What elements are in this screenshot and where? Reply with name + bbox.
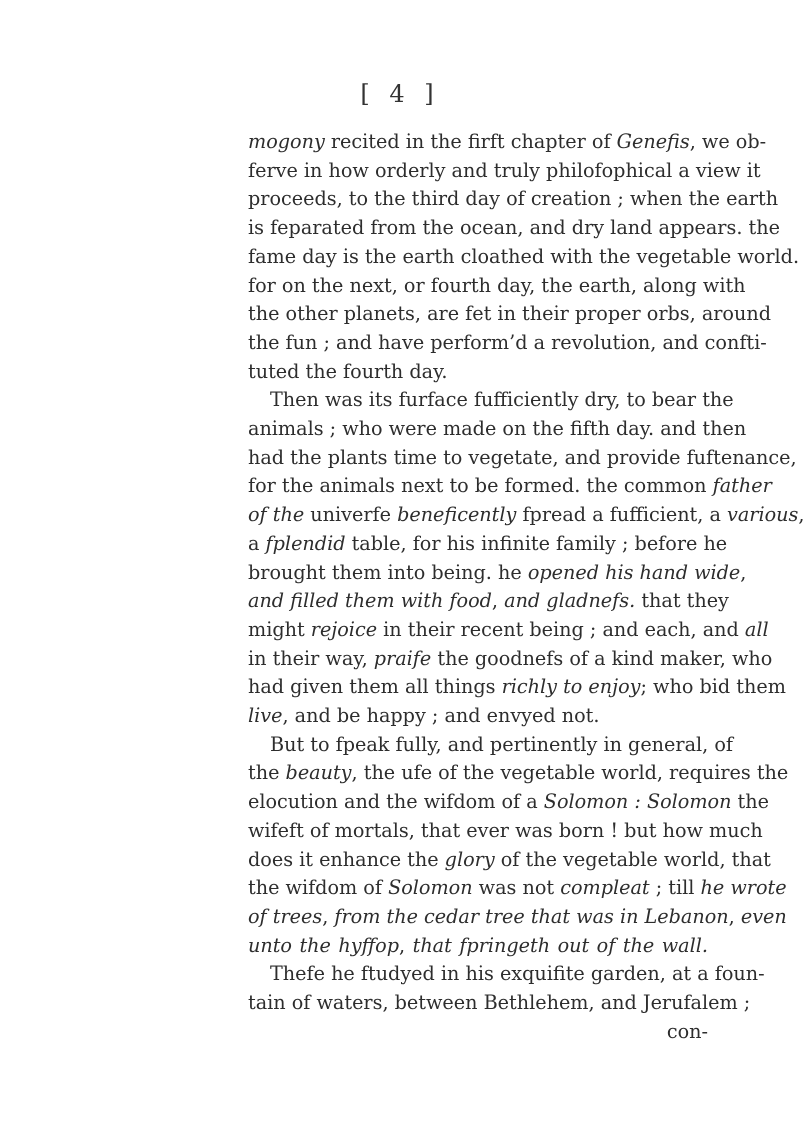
text-run: wifeft of mortals, that ever was born ! but how much xyxy=(248,818,763,842)
text-run: con- xyxy=(666,1019,708,1043)
text-line xyxy=(248,530,728,559)
text-line xyxy=(248,587,729,616)
italic-phrase: beneficently xyxy=(397,503,517,527)
text-line xyxy=(248,501,804,530)
text-run: recited in the firft chapter of xyxy=(324,130,617,153)
text-run: animals ; who were made on the fifth day. and then xyxy=(248,417,747,441)
text-run: But to fpeak fully, and pertinently in general, of xyxy=(270,732,733,756)
text-run: the fun ; and have perform’d a revolution, and confti- xyxy=(248,330,767,354)
italic-phrase: fplendid xyxy=(265,531,346,555)
text-run: fame day is the earth cloathed with the vegetable world. xyxy=(248,244,800,268)
text-run: univerfe xyxy=(304,503,398,527)
text-run: had the plants time to vegetate, and provide fuftenance, xyxy=(248,445,797,469)
text-line xyxy=(248,559,747,588)
italic-phrase: compleat xyxy=(560,876,650,900)
text-line xyxy=(248,731,733,760)
text-line xyxy=(248,989,751,1018)
text-line xyxy=(248,157,761,186)
text-line xyxy=(248,444,797,473)
italic-phrase: that fpringeth out of the wall. xyxy=(412,933,708,957)
text-line xyxy=(248,616,769,645)
italic-phrase: all xyxy=(744,617,769,641)
text-run: a xyxy=(248,531,266,555)
text-line xyxy=(248,472,772,501)
text-line xyxy=(248,932,708,961)
text-run: does it enhance the xyxy=(248,847,445,871)
text-run: had given them all things xyxy=(248,675,502,699)
text-run: that they xyxy=(635,589,729,613)
italic-phrase: of trees xyxy=(248,904,323,928)
italic-phrase: Solomon : Solomon xyxy=(543,790,732,814)
italic-phrase: he wrote xyxy=(700,876,787,900)
text-run: the goodnefs of a kind maker, who xyxy=(431,646,773,670)
text-run: , xyxy=(491,589,505,613)
italic-phrase: of the xyxy=(248,503,305,527)
italic-phrase: mogony xyxy=(248,130,325,153)
italic-phrase: Genefis xyxy=(616,130,690,153)
text-line xyxy=(248,759,789,788)
text-run: , we ob- xyxy=(689,130,767,153)
text-run: for the animals next to be formed. the common xyxy=(248,474,713,498)
text-run: tain of waters, between Bethlehem, and Jerufalem ; xyxy=(248,991,751,1015)
italic-phrase: beauty xyxy=(285,761,352,785)
text-run: , xyxy=(798,503,804,527)
text-run: elocution and the wifdom of a xyxy=(248,790,544,814)
italic-phrase: and gladnefs. xyxy=(504,589,636,613)
text-line xyxy=(248,960,765,989)
italic-phrase: and filled them with food xyxy=(248,589,492,613)
text-run: proceeds, to the third day of creation ; when the earth xyxy=(248,187,779,211)
italic-phrase: richly to enjoy xyxy=(501,675,641,699)
italic-phrase: various xyxy=(727,503,799,527)
italic-phrase: opened his hand wide xyxy=(527,560,741,584)
text-run: ; who bid them xyxy=(640,675,786,699)
text-line xyxy=(248,300,771,329)
italic-phrase: unto the hyffop xyxy=(248,933,400,957)
text-run: , the ufe of the vegetable world, requires the xyxy=(351,761,789,785)
text-run: for on the next, or fourth day, the earth, along with xyxy=(248,273,746,297)
text-run: Then was its furface fufficiently dry, to bear the xyxy=(270,388,734,412)
text-line xyxy=(248,272,746,301)
text-run: is feparated from the ocean, and dry land appears. the xyxy=(248,216,780,240)
text-line xyxy=(248,673,786,702)
text-run: the other planets, are fet in their proper orbs, around xyxy=(248,302,771,326)
text-run: of the vegetable world, that xyxy=(494,847,771,871)
italic-phrase: praife xyxy=(373,646,432,670)
italic-phrase: rejoice xyxy=(310,617,378,641)
text-run: ; till xyxy=(649,876,701,900)
text-line xyxy=(248,386,734,415)
text-line xyxy=(248,415,747,444)
text-run: might xyxy=(248,617,311,641)
text-run: the xyxy=(731,790,769,814)
text-line xyxy=(248,817,763,846)
text-run: , xyxy=(728,904,741,928)
text-run: was not xyxy=(472,876,561,900)
text-run: , xyxy=(740,560,747,584)
text-line xyxy=(248,214,780,243)
italic-phrase: even xyxy=(740,904,787,928)
text-line xyxy=(248,1018,708,1047)
text-line xyxy=(248,128,767,157)
italic-phrase: live xyxy=(248,704,283,728)
text-run: brought them into being. he xyxy=(248,560,528,584)
text-run: ferve in how orderly and truly philofophical a view it xyxy=(248,158,761,182)
text-run: fpread a fufficient, a xyxy=(516,503,728,527)
text-line xyxy=(248,788,769,817)
text-line xyxy=(248,358,708,387)
italic-phrase: Solomon xyxy=(388,876,473,900)
text-line xyxy=(248,702,708,731)
text-line xyxy=(248,243,800,272)
text-run: the wifdom of xyxy=(248,876,389,900)
text-line xyxy=(248,903,787,932)
text-run: in their way, xyxy=(248,646,374,670)
text-run: , xyxy=(399,933,413,957)
text-run: , and be happy ; and envyed not. xyxy=(282,704,600,728)
text-line xyxy=(248,645,773,674)
text-run: the xyxy=(248,761,286,785)
text-run: tuted the fourth day. xyxy=(248,359,448,383)
text-run: Thefe he ftudyed in his exquifite garden, at a foun- xyxy=(270,962,765,986)
italic-phrase: father xyxy=(712,474,772,498)
page-number: [ 4 ] xyxy=(360,80,440,108)
italic-phrase: from the cedar tree that was in Lebanon xyxy=(334,904,729,928)
text-line xyxy=(248,329,767,358)
italic-phrase: glory xyxy=(444,847,495,871)
text-run: in their recent being ; and each, and xyxy=(377,617,745,641)
text-line xyxy=(248,185,779,214)
body-text xyxy=(248,128,804,1047)
text-line xyxy=(248,846,771,875)
text-run: table, for his infinite family ; before he xyxy=(345,531,728,555)
text-run: , xyxy=(322,904,335,928)
text-line xyxy=(248,874,787,903)
